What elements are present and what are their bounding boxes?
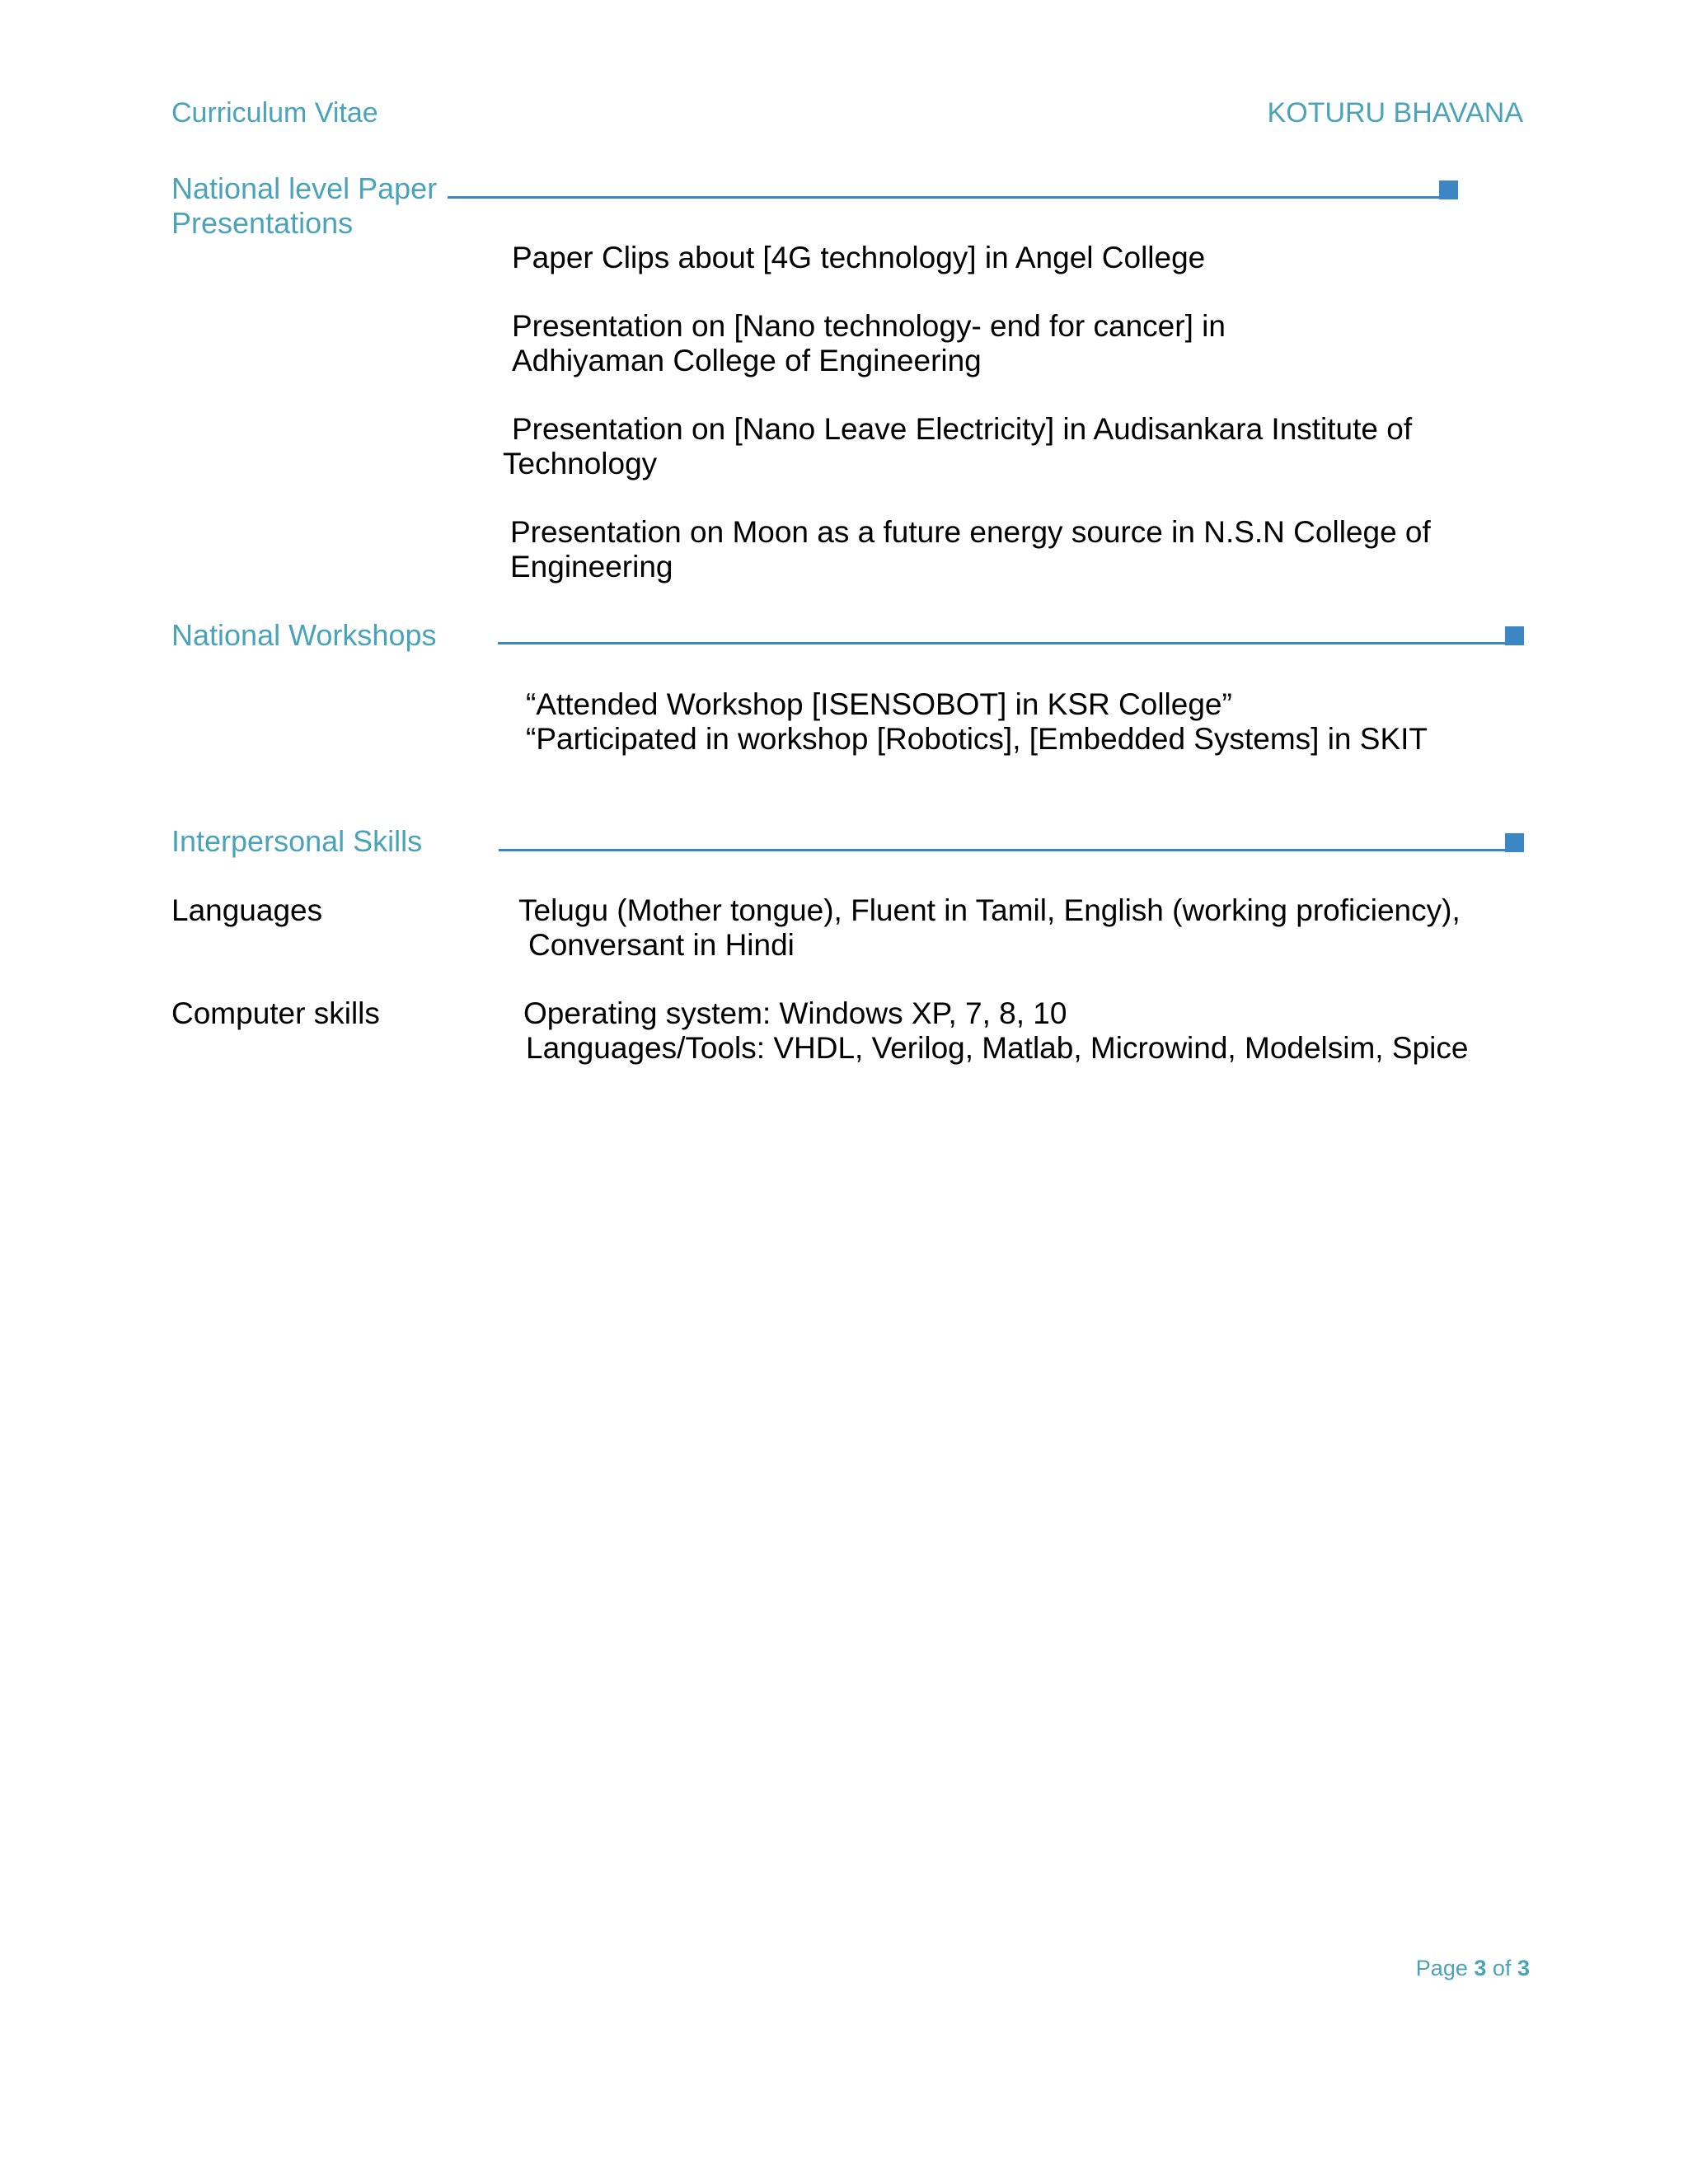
section-marker-skills (1505, 833, 1524, 852)
section-title-papers-2: Presentations (171, 206, 354, 240)
paper-item-3b: Technology (503, 447, 658, 480)
paper-item-1: Paper Clips about [4G technology] in Angel College (512, 241, 1206, 274)
section-rule-workshops (498, 642, 1507, 644)
page-number (1416, 1956, 1530, 1981)
workshop-item-2: “Participated in workshop [Robotics], [Embedded Systems] in SKIT (526, 722, 1428, 756)
header-right: KOTURU BHAVANA (1267, 97, 1523, 129)
section-title-workshops: National Workshops (171, 618, 437, 652)
section-title-papers-1: National level Paper (171, 171, 438, 205)
computer-skills-label: Computer skills (171, 996, 380, 1030)
section-marker-workshops (1505, 626, 1524, 645)
paper-item-3a: Presentation on [Nano Leave Electricity] in Audisankara Institute of (512, 412, 1413, 446)
paper-item-2a: Presentation on [Nano technology- end for cancer] in (512, 309, 1226, 343)
section-rule-papers (448, 196, 1441, 199)
page-current: 3 (1474, 1956, 1487, 1980)
computer-skills-value-1: Operating system: Windows XP, 7, 8, 10 (523, 996, 1067, 1030)
header-left: Curriculum Vitae (171, 97, 378, 129)
paper-item-2b: Adhiyaman College of Engineering (512, 344, 982, 377)
section-title-skills: Interpersonal Skills (171, 824, 423, 858)
page-total: 3 (1517, 1956, 1530, 1980)
languages-value-1: Telugu (Mother tongue), Fluent in Tamil, English (working proficiency), (518, 893, 1461, 927)
paper-item-4b: Engineering (510, 550, 673, 583)
languages-label: Languages (171, 893, 323, 927)
paper-item-4a: Presentation on Moon as a future energy source in N.S.N College of (510, 515, 1431, 549)
languages-value-2: Conversant in Hindi (528, 928, 795, 962)
page-of-word: of (1492, 1956, 1512, 1980)
workshop-item-1: “Attended Workshop [ISENSOBOT] in KSR College” (526, 687, 1232, 721)
computer-skills-value-2: Languages/Tools: VHDL, Verilog, Matlab, Microwind, Modelsim, Spice (526, 1031, 1469, 1065)
section-marker-papers (1439, 180, 1458, 199)
page-word: Page (1415, 1956, 1468, 1980)
section-rule-skills (499, 849, 1508, 851)
